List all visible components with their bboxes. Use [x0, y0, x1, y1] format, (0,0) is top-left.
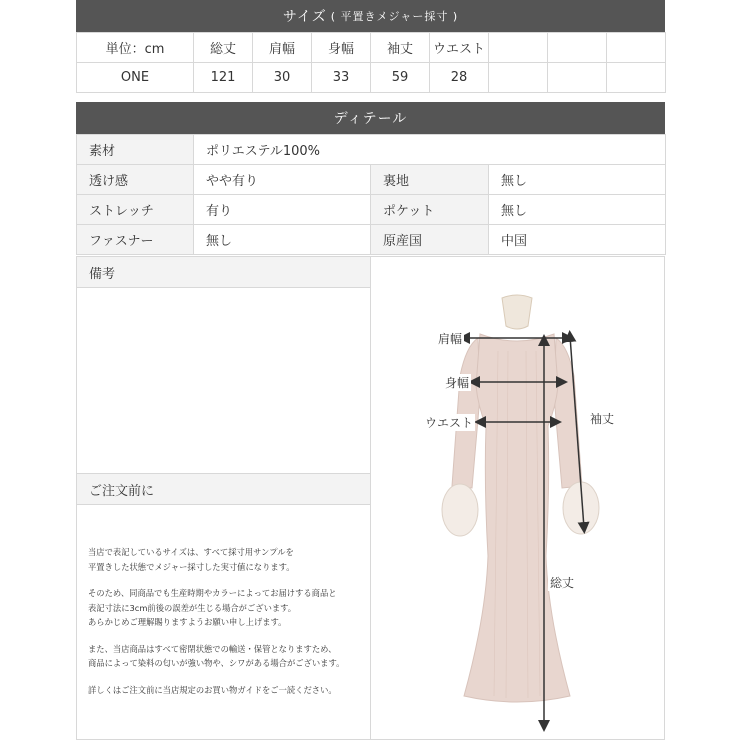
detail-row: [77, 135, 666, 165]
notice-paragraph: 詳しくはご注文前に当店規定のお買い物ガイドをご一読ください。: [88, 684, 337, 695]
size-section-header: [76, 0, 665, 32]
notice-header: [76, 473, 371, 505]
origin-value: 中国: [489, 225, 666, 255]
detail-section-title: ディテール: [333, 111, 408, 127]
remarks-header: [76, 256, 371, 288]
material-label: 素材: [77, 135, 194, 165]
pocket-value: 無し: [489, 195, 666, 225]
size-header-cell: 総丈: [194, 33, 253, 63]
size-header-cell: 身幅: [312, 33, 371, 63]
detail-row: [77, 225, 666, 255]
size-value-cell: ONE: [77, 63, 194, 93]
size-header-cell: [489, 33, 548, 63]
left-sleeve: [452, 338, 480, 488]
stretch-label: ストレッチ: [77, 195, 194, 225]
size-value-cell: 121: [194, 63, 253, 93]
size-table: [76, 32, 666, 93]
size-value-cell: 33: [312, 63, 371, 93]
size-header-cell: ウエスト: [430, 33, 489, 63]
left-fur-cuff: [442, 484, 478, 536]
size-header-cell: 袖丈: [371, 33, 430, 63]
dress-body: [464, 334, 570, 702]
dress-illustration: [370, 256, 665, 740]
size-header-cell: [548, 33, 607, 63]
detail-row: [77, 165, 666, 195]
size-header-cell: 肩幅: [253, 33, 312, 63]
size-value-cell: [607, 63, 666, 93]
size-value-cell: 30: [253, 63, 312, 93]
size-section-title: サイズ: [282, 9, 327, 25]
size-value-cell: 28: [430, 63, 489, 93]
sheerness-label: 透け感: [77, 165, 194, 195]
sleeve-measure-label: 袖丈: [590, 412, 615, 426]
detail-table: [76, 134, 666, 255]
detail-section-header: [76, 102, 665, 134]
lining-label: 裏地: [371, 165, 489, 195]
shoulder-measure-label: 肩幅: [438, 332, 463, 346]
size-value-cell: 59: [371, 63, 430, 93]
chest-measure-label: 身幅: [445, 376, 470, 390]
origin-label: 原産国: [371, 225, 489, 255]
fastener-label: ファスナー: [77, 225, 194, 255]
stretch-value: 有り: [194, 195, 371, 225]
notice-paragraph: そのため、同商品でも生産時期やカラーによってお届けする商品と 表記寸法に3cm前後の誤差が生じる場合がございます。 あらかじめご理解賜りますようお願い申し上げます。: [88, 588, 337, 627]
lining-value: 無し: [489, 165, 666, 195]
pocket-label: ポケット: [371, 195, 489, 225]
size-header-cell: [607, 33, 666, 63]
size-header-row: [77, 33, 666, 63]
material-value: ポリエステル100%: [194, 135, 666, 165]
size-section-subtitle: ( 平置きメジャー採寸 ): [330, 10, 459, 23]
size-header-cell: 単位：cm: [77, 33, 194, 63]
notice-text: [88, 545, 363, 709]
notice-paragraph: 当店で表記しているサイズは、すべて採寸用サンプルを 平置きした状態でメジャー採寸した実寸値になります。: [88, 547, 295, 572]
size-value-row: [77, 63, 666, 93]
detail-row: [77, 195, 666, 225]
notice-label: ご注文前に: [89, 483, 155, 499]
sheerness-value: やや有り: [194, 165, 371, 195]
remarks-label: 備考: [89, 266, 116, 282]
fastener-value: 無し: [194, 225, 371, 255]
length-measure-label: 総丈: [550, 576, 575, 590]
size-value-cell: [548, 63, 607, 93]
right-sleeve: [554, 338, 582, 488]
size-value-cell: [489, 63, 548, 93]
mannequin-neck: [502, 295, 532, 329]
waist-measure-label: ウエスト: [425, 416, 474, 430]
notice-paragraph: また、当店商品はすべて密閉状態での輸送・保管となりますため、 商品によって染料の匂いが強い物や、シワがある場合がございます。: [88, 643, 345, 668]
